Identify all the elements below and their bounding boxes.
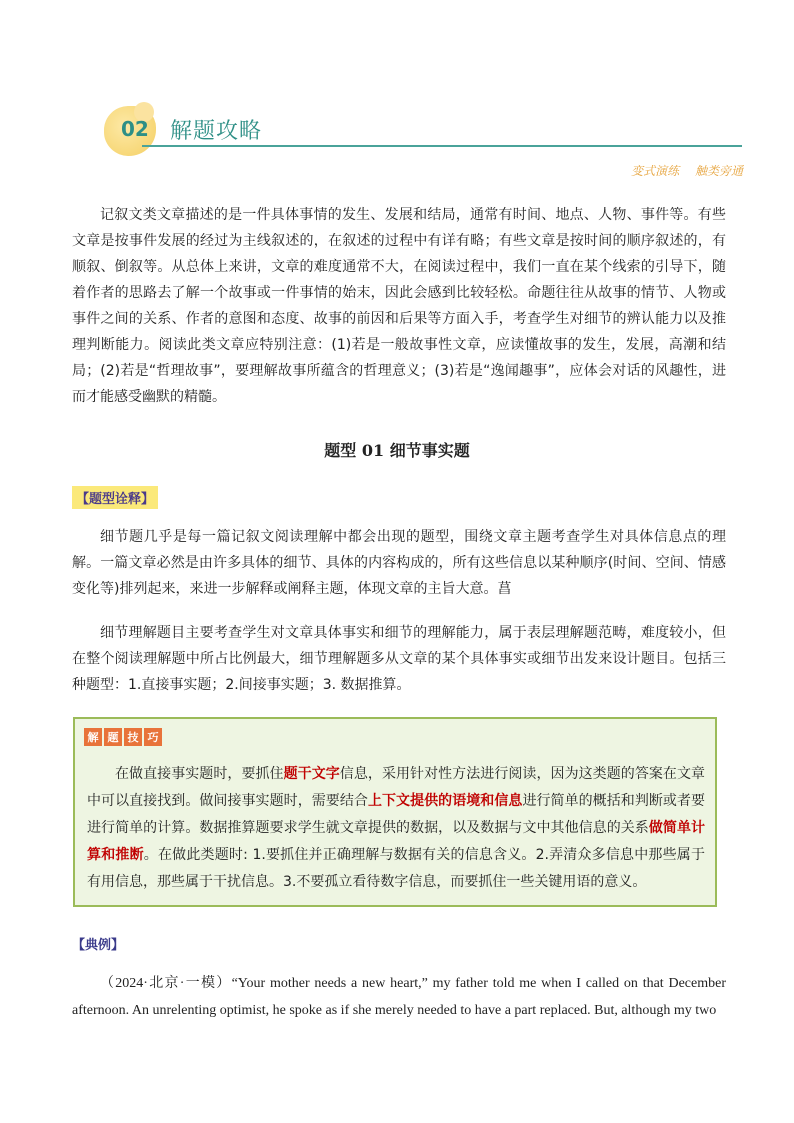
tips-box [73, 717, 717, 907]
tips-tiles [84, 728, 162, 746]
intro-paragraph: 记叙文类文章描述的是一件具体事情的发生、发展和结局，通常有时间、地点、人物、事件等。有些文章是按事件发展的经过为主线叙述的，在叙述的过程中有详有略；有些文章是按时间的顺序叙述的，有顺叙、倒叙等。从总体上来讲，文章的难度通常不大，在阅读过程中，我们一直在某个线索的引导下，随着作者的思路去了解一个故事或一件事情的始末，因此会感到比较轻松。命题往往从故事的情节、人物或事件之间的关系、作者的意图和态度、故事的前因和后果等方面入手，考查学生对细节的辨认能力以及推理判断能力。阅读此类文章应特别注意：(1)若是一般故事性文章，应读懂故事的发生，发展，高潮和结局；(2)若是“哲理故事”，要理解故事所蕴含的哲理意义；(3)若是“逸闻趣事”，应体会对话的风趣性，进而才能感受幽默的精髓。 [72, 207, 726, 405]
subnote-left: 变式演练 [631, 164, 680, 178]
tips-text-1: 在做直接事实题时，要抓住 [115, 766, 284, 782]
tile-jie: 解 [84, 728, 102, 746]
type-explanation-tag: 【题型诠释】 [72, 486, 158, 509]
subnote-right: 触类旁通 [694, 164, 743, 178]
tips-highlight-2: 上下文提供的语境和信息 [367, 793, 523, 809]
tile-qiao: 巧 [144, 728, 162, 746]
question-type-title: 题型 01 细节事实题 [324, 441, 470, 460]
header-divider [142, 145, 742, 147]
detail-paragraph-2: 细节理解题目主要考查学生对文章具体事实和细节的理解能力，属于表层理解题范畴，难度较小，但在整个阅读理解题中所占比例最大，细节理解题多从文章的某个具体事实或细节出发来设计题目。包括三种题型：1.直接事实题；2.间接事实题；3. 数据推算。 [72, 625, 726, 693]
tips-text-2: 信息，采用针对性方法进行阅读，因为这类题的答案在文章中可以直接找到。做间接事实题时，需要结合 [87, 766, 706, 809]
section-title: 解题攻略 [170, 119, 263, 144]
tips-highlight-3: 做简单计算和推断 [87, 820, 705, 863]
section-number: 02 [121, 117, 149, 141]
example-text: （2024·北京·一模）“Your mother needs a new heart,” my father told me when I called on that December afternoon. An unrelenting optimist, he spoke as if she merely needed to have a part replaced. But, although my two [72, 976, 726, 1018]
detail-paragraph-1: 细节题几乎是每一篇记叙文阅读理解中都会出现的题型，围绕文章主题考查学生对具体信息点的理解。一篇文章必然是由许多具体的细节、具体的内容构成的，所有这些信息以某种顺序(时间、空间、情感变化等)排列起来，来进一步解释或阐释主题，体现文章的主旨大意。菖 [72, 529, 726, 597]
section-header [104, 100, 744, 160]
tile-ti: 题 [104, 728, 122, 746]
example-label: 【典例】 [72, 938, 125, 953]
tips-text-4: 。在做此类题时: 1.要抓住并正确理解与数据有关的信息含义。2.弄清众多信息中那些属于有用信息，那些属于干扰信息。3.不要孤立看待数字信息，而要抓住一些关键用语的意义。 [87, 847, 706, 890]
subnote [631, 162, 743, 179]
tips-highlight-1: 题干文字 [283, 766, 340, 782]
tips-text [87, 761, 705, 896]
tips-text-3: 进行简单的概括和判断或者要进行简单的计算。数据推算题要求学生就文章提供的数据，以及数据与文中其他信息的关系 [87, 793, 706, 836]
tile-ji: 技 [124, 728, 142, 746]
